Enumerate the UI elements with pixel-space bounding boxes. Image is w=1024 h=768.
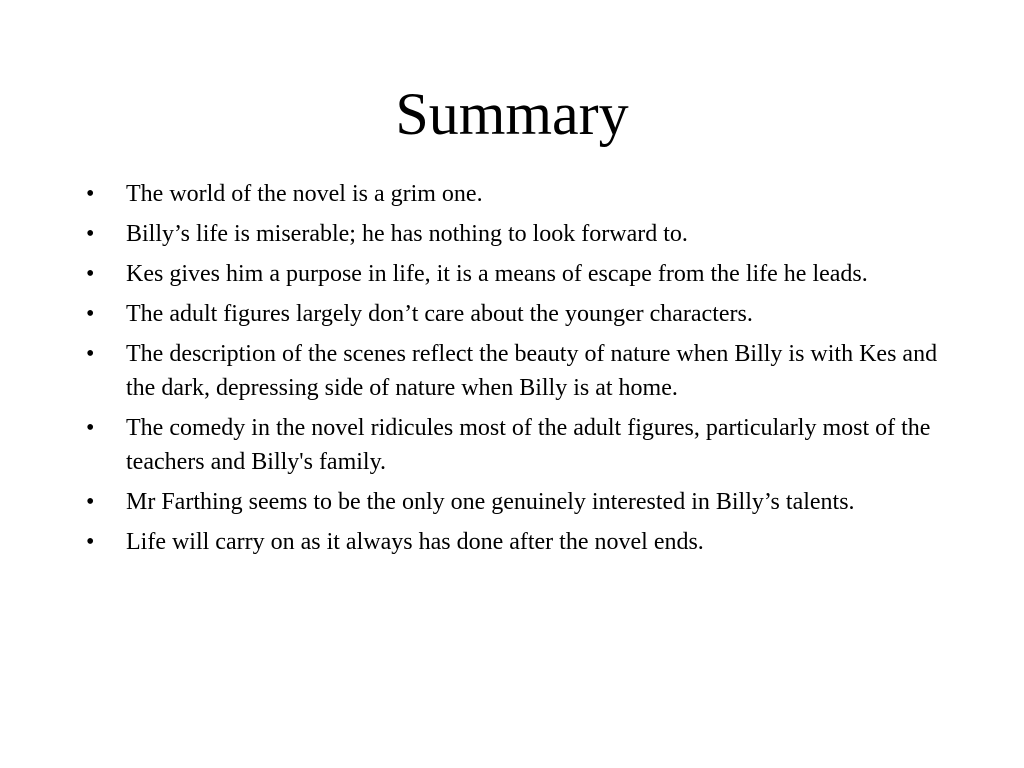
bullet-text: Mr Farthing seems to be the only one genuinely interested in Billy’s talents. bbox=[126, 489, 855, 515]
bullet-item bbox=[82, 525, 952, 559]
slide-title: Summary bbox=[395, 81, 629, 147]
bullet-item bbox=[82, 485, 952, 519]
bullet-dot: • bbox=[86, 415, 95, 441]
bullet-text: Billy’s life is miserable; he has nothing to look forward to. bbox=[126, 221, 688, 247]
bullet-dot: • bbox=[86, 489, 95, 515]
bullet-text: The adult figures largely don’t care about the younger characters. bbox=[126, 301, 753, 327]
bullet-item bbox=[82, 217, 952, 251]
bullet-text: Life will carry on as it always has done after the novel ends. bbox=[126, 529, 704, 555]
bullet-item bbox=[82, 297, 952, 331]
bullet-dot: • bbox=[86, 181, 95, 207]
bullet-text: The description of the scenes reflect the beauty of nature when Billy is with Kes and the dark, depressing side of nature when Billy is at home. bbox=[126, 341, 938, 401]
bullet-dot: • bbox=[86, 341, 95, 367]
bullet-item bbox=[82, 411, 952, 479]
bullet-dot: • bbox=[86, 529, 95, 555]
bullet-item bbox=[82, 257, 952, 291]
bullet-text: The comedy in the novel ridicules most of the adult figures, particularly most of the teachers and Billy's family. bbox=[126, 415, 931, 475]
bullet-dot: • bbox=[86, 261, 95, 287]
bullet-item bbox=[82, 337, 952, 405]
bullet-item bbox=[82, 177, 952, 211]
bullet-text: The world of the novel is a grim one. bbox=[126, 181, 483, 207]
bullet-dot: • bbox=[86, 221, 95, 247]
bullet-list bbox=[82, 177, 952, 565]
bullet-text: Kes gives him a purpose in life, it is a means of escape from the life he leads. bbox=[126, 261, 868, 287]
bullet-dot: • bbox=[86, 301, 95, 327]
